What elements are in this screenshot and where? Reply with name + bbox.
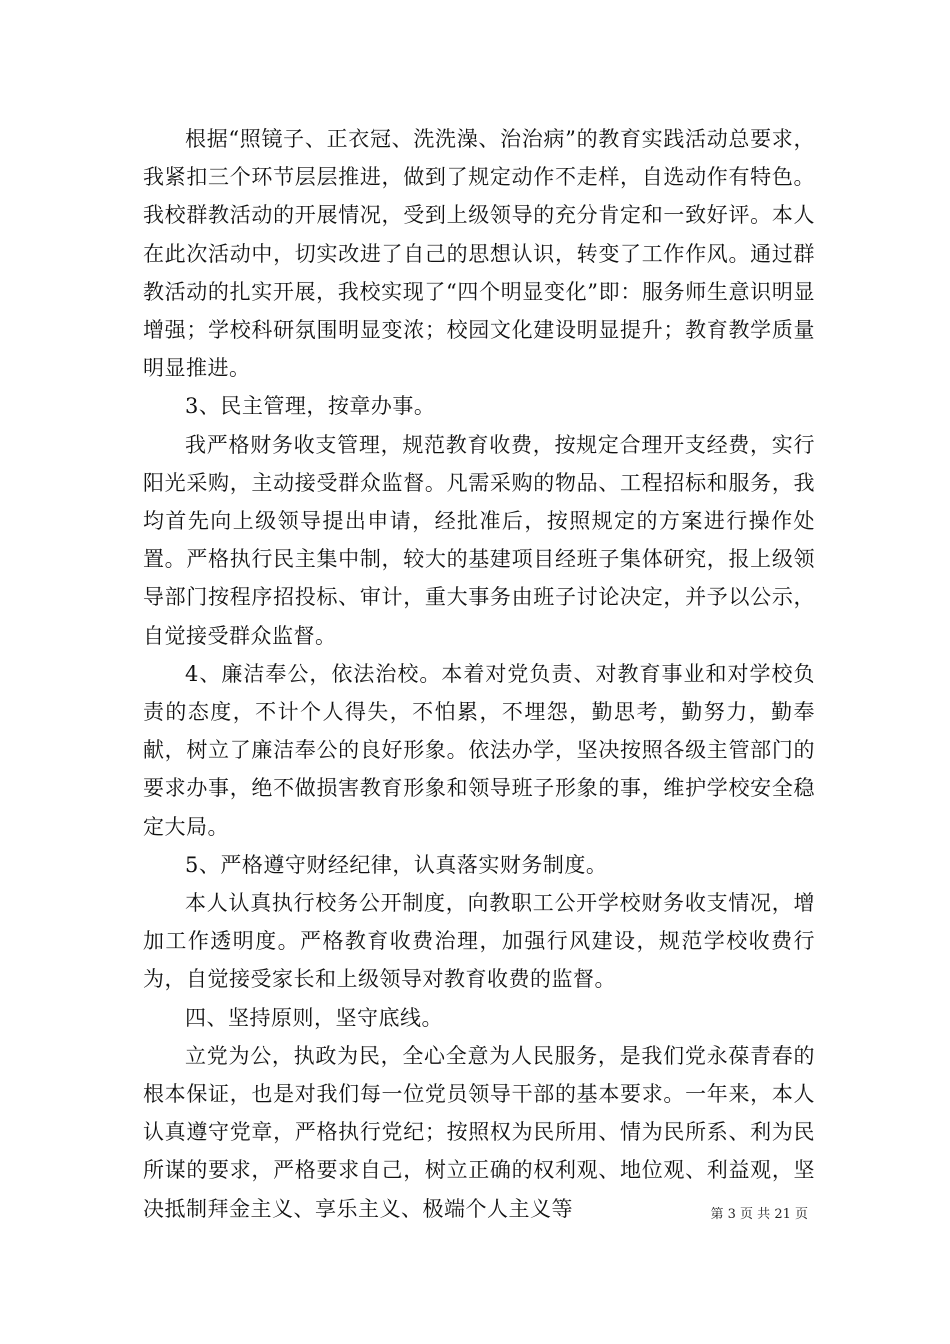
heading-3-democratic-management: 3、民主管理，按章办事。 (185, 394, 436, 419)
paragraph-5: 立党为公，执政为民，全心全意为人民服务，是我们党永葆青春的根本保证，也是对我们每一位党员领导干部的基本要求。一年来，本人认真遵守党章，严格执行党纪；按照权为民所用、情为民所系、利为民所谋的要求，严格要求自己，树立正确的权利观、地位观、利益观，坚决抵制拜金主义、享乐主义、极端个人主义等 (143, 1043, 815, 1221)
document-body (143, 120, 815, 1228)
heading-4-principles: 四、坚持原则，坚守底线。 (185, 1005, 443, 1030)
paragraph-1: 根据“照镜子、正衣冠、洗洗澡、治治病”的教育实践活动总要求，我紧扣三个环节层层推进，做到了规定动作不走样，自选动作有特色。我校群教活动的开展情况，受到上级领导的充分肯定和一致好评。本人在此次活动中，切实改进了自己的思想认识，转变了工作作风。通过群教活动的扎实开展，我校实现了“四个明显变化”即：服务师生意识明显增强；学校科研氛围明显变浓；校园文化建设明显提升；教育教学质量明显推进。 (143, 127, 815, 381)
paragraph-2: 我严格财务收支管理，规范教育收费，按规定合理开支经费，实行阳光采购，主动接受群众监督。凡需采购的物品、工程招标和服务，我均首先向上级领导提出申请，经批准后，按照规定的方案进行操作处置。严格执行民主集中制，较大的基建项目经班子集体研究，报上级领导部门按程序招投标、审计，重大事务由班子讨论决定，并予以公示，自觉接受群众监督。 (143, 432, 815, 648)
paragraph-3: 本人认真执行校务公开制度，向教职工公开学校财务收支情况，增加工作透明度。严格教育收费治理，加强行风建设，规范学校收费行为，自觉接受家长和上级领导对教育收费的监督。 (143, 891, 815, 992)
heading-5-financial-discipline: 5、严格遵守财经纪律，认真落实财务制度。 (185, 852, 608, 877)
paragraph-4-integrity: 4、廉洁奉公，依法治校。本着对党负责、对教育事业和对学校负责的态度，不计个人得失，不怕累，不埋怨，勤思考，勤努力，勤奉献，树立了廉洁奉公的良好形象。依法办学，坚决按照各级主管部门的要求办事，绝不做损害教育形象和领导班子形象的事，维护学校安全稳定大局。 (143, 661, 815, 839)
page-number-footer: 第 3 页 共 21 页 (710, 1207, 808, 1222)
